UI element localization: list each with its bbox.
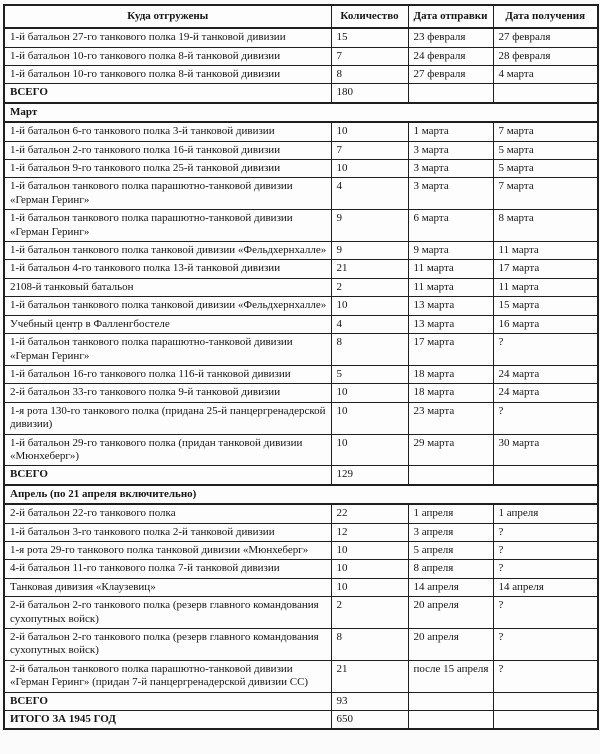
dest-cell: 1-й батальон 6-го танкового полка 3-й танковой дивизии <box>4 122 331 141</box>
sent-cell: 20 апреля <box>408 597 493 629</box>
table-row <box>4 278 598 296</box>
column-header-destination: Куда отгружены <box>4 5 331 28</box>
column-header-date-sent: Дата отправки <box>408 5 493 28</box>
total-row <box>4 84 598 103</box>
qty-cell: 8 <box>331 334 408 366</box>
received-cell: ? <box>493 523 598 541</box>
sent-cell: 18 марта <box>408 384 493 402</box>
table-row <box>4 541 598 559</box>
received-cell: 16 марта <box>493 315 598 333</box>
section-label: Апрель (по 21 апреля включительно) <box>4 485 598 504</box>
sent-cell: 3 апреля <box>408 523 493 541</box>
sent-cell <box>408 466 493 485</box>
sent-cell: 24 февраля <box>408 47 493 65</box>
dest-cell: 1-й батальон 9-го танкового полка 25-й танковой дивизии <box>4 160 331 178</box>
qty-cell: 21 <box>331 260 408 278</box>
qty-cell: 8 <box>331 629 408 661</box>
table-row <box>4 141 598 159</box>
total-row <box>4 692 598 710</box>
received-cell: 24 марта <box>493 365 598 383</box>
qty-cell: 10 <box>331 160 408 178</box>
qty-cell: 9 <box>331 210 408 242</box>
table-row <box>4 297 598 315</box>
sent-cell: 29 марта <box>408 434 493 466</box>
sent-cell: 11 марта <box>408 260 493 278</box>
sent-cell: 9 марта <box>408 242 493 260</box>
table-row <box>4 122 598 141</box>
total-row <box>4 466 598 485</box>
dest-cell: 1-й батальон 29-го танкового полка (придан танковой дивизии «Мюнхеберг») <box>4 434 331 466</box>
table-row <box>4 210 598 242</box>
table-row <box>4 523 598 541</box>
dest-cell: ВСЕГО <box>4 466 331 485</box>
dest-cell: Учебный центр в Фалленгбостеле <box>4 315 331 333</box>
dest-cell: 1-й батальон 3-го танкового полка 2-й танковой дивизии <box>4 523 331 541</box>
sent-cell: 23 марта <box>408 402 493 434</box>
table-row <box>4 28 598 47</box>
received-cell <box>493 84 598 103</box>
qty-cell: 12 <box>331 523 408 541</box>
qty-cell: 180 <box>331 84 408 103</box>
sent-cell: 13 марта <box>408 297 493 315</box>
table-row <box>4 504 598 523</box>
received-cell: 8 марта <box>493 210 598 242</box>
received-cell: 28 февраля <box>493 47 598 65</box>
table-row <box>4 384 598 402</box>
dest-cell: 1-й батальон 10-го танкового полка 8-й танковой дивизии <box>4 47 331 65</box>
qty-cell: 10 <box>331 402 408 434</box>
dest-cell: ИТОГО ЗА 1945 ГОД <box>4 711 331 730</box>
table-row <box>4 578 598 596</box>
sent-cell: 11 марта <box>408 278 493 296</box>
sent-cell <box>408 692 493 710</box>
qty-cell: 15 <box>331 28 408 47</box>
sent-cell: 1 апреля <box>408 504 493 523</box>
received-cell: 11 марта <box>493 242 598 260</box>
table-row <box>4 560 598 578</box>
received-cell: 1 апреля <box>493 504 598 523</box>
qty-cell: 5 <box>331 365 408 383</box>
sent-cell: 6 марта <box>408 210 493 242</box>
sent-cell: 13 марта <box>408 315 493 333</box>
received-cell: ? <box>493 629 598 661</box>
received-cell: 4 марта <box>493 66 598 84</box>
table-row <box>4 178 598 210</box>
sent-cell: 3 марта <box>408 141 493 159</box>
qty-cell: 21 <box>331 660 408 692</box>
sent-cell: 18 марта <box>408 365 493 383</box>
table-row <box>4 402 598 434</box>
table-row <box>4 315 598 333</box>
received-cell: ? <box>493 660 598 692</box>
dest-cell: 2108-й танковый батальон <box>4 278 331 296</box>
sent-cell: 14 апреля <box>408 578 493 596</box>
dest-cell: 1-й батальон танкового полка парашютно-танковой дивизии «Герман Геринг» <box>4 334 331 366</box>
received-cell: ? <box>493 541 598 559</box>
received-cell: ? <box>493 560 598 578</box>
received-cell: 17 марта <box>493 260 598 278</box>
column-header-quantity: Количество <box>331 5 408 28</box>
table-row <box>4 260 598 278</box>
received-cell: 15 марта <box>493 297 598 315</box>
section-row <box>4 103 598 122</box>
received-cell: 11 марта <box>493 278 598 296</box>
dest-cell: 1-я рота 29-го танкового полка танковой дивизии «Мюнхеберг» <box>4 541 331 559</box>
dest-cell: 1-я рота 130-го танкового полка (придана 25-й панцергренадерской дивизии) <box>4 402 331 434</box>
sent-cell: 17 марта <box>408 334 493 366</box>
sent-cell: 23 февраля <box>408 28 493 47</box>
dest-cell: 2-й батальон 2-го танкового полка (резерв главного командования сухопутных войск) <box>4 629 331 661</box>
received-cell: ? <box>493 334 598 366</box>
qty-cell: 2 <box>331 597 408 629</box>
section-label: Март <box>4 103 598 122</box>
received-cell: 30 марта <box>493 434 598 466</box>
dest-cell: 1-й батальон 10-го танкового полка 8-й танковой дивизии <box>4 66 331 84</box>
table-row <box>4 66 598 84</box>
table-row <box>4 242 598 260</box>
table-header-row <box>4 5 598 28</box>
sent-cell: 27 февраля <box>408 66 493 84</box>
table-row <box>4 660 598 692</box>
dest-cell: 2-й батальон 2-го танкового полка (резерв главного командования сухопутных войск) <box>4 597 331 629</box>
received-cell: 14 апреля <box>493 578 598 596</box>
total-row <box>4 711 598 730</box>
dest-cell: 1-й батальон 16-го танкового полка 116-й танковой дивизии <box>4 365 331 383</box>
dest-cell: 1-й батальон танкового полка парашютно-танковой дивизии «Герман Геринг» <box>4 210 331 242</box>
qty-cell: 8 <box>331 66 408 84</box>
qty-cell: 9 <box>331 242 408 260</box>
sent-cell: 8 апреля <box>408 560 493 578</box>
received-cell: 5 марта <box>493 141 598 159</box>
table-row <box>4 334 598 366</box>
sent-cell <box>408 711 493 730</box>
sent-cell: 3 марта <box>408 178 493 210</box>
qty-cell: 10 <box>331 434 408 466</box>
qty-cell: 10 <box>331 122 408 141</box>
qty-cell: 10 <box>331 578 408 596</box>
qty-cell: 7 <box>331 47 408 65</box>
table-row <box>4 365 598 383</box>
table-row <box>4 597 598 629</box>
dest-cell: 1-й батальон 27-го танкового полка 19-й танковой дивизии <box>4 28 331 47</box>
qty-cell: 2 <box>331 278 408 296</box>
qty-cell: 22 <box>331 504 408 523</box>
dest-cell: 4-й батальон 11-го танкового полка 7-й танковой дивизии <box>4 560 331 578</box>
sent-cell: 20 апреля <box>408 629 493 661</box>
sent-cell: после 15 апреля <box>408 660 493 692</box>
dest-cell: 1-й батальон танкового полка танковой дивизии «Фельдхернхалле» <box>4 297 331 315</box>
dest-cell: 2-й батальон 22-го танкового полка <box>4 504 331 523</box>
table-row <box>4 47 598 65</box>
shipments-table <box>3 4 599 730</box>
sent-cell <box>408 84 493 103</box>
received-cell: 27 февраля <box>493 28 598 47</box>
received-cell <box>493 692 598 710</box>
qty-cell: 93 <box>331 692 408 710</box>
sent-cell: 1 марта <box>408 122 493 141</box>
qty-cell: 7 <box>331 141 408 159</box>
sent-cell: 3 марта <box>408 160 493 178</box>
sent-cell: 5 апреля <box>408 541 493 559</box>
table-body <box>4 28 598 729</box>
received-cell <box>493 711 598 730</box>
received-cell: 7 марта <box>493 178 598 210</box>
received-cell: 7 марта <box>493 122 598 141</box>
section-row <box>4 485 598 504</box>
table-row <box>4 160 598 178</box>
dest-cell: ВСЕГО <box>4 692 331 710</box>
received-cell <box>493 466 598 485</box>
table-row <box>4 629 598 661</box>
table-row <box>4 434 598 466</box>
qty-cell: 10 <box>331 297 408 315</box>
dest-cell: 2-й батальон танкового полка парашютно-танковой дивизии «Герман Геринг» (придан 7-й панцергренадерской дивизии СС) <box>4 660 331 692</box>
qty-cell: 4 <box>331 178 408 210</box>
dest-cell: ВСЕГО <box>4 84 331 103</box>
received-cell: ? <box>493 597 598 629</box>
dest-cell: 1-й батальон танкового полка парашютно-танковой дивизии «Герман Геринг» <box>4 178 331 210</box>
qty-cell: 650 <box>331 711 408 730</box>
column-header-date-received: Дата получения <box>493 5 598 28</box>
received-cell: 24 марта <box>493 384 598 402</box>
received-cell: ? <box>493 402 598 434</box>
dest-cell: Танковая дивизия «Клаузевиц» <box>4 578 331 596</box>
received-cell: 5 марта <box>493 160 598 178</box>
dest-cell: 1-й батальон 2-го танкового полка 16-й танковой дивизии <box>4 141 331 159</box>
qty-cell: 10 <box>331 384 408 402</box>
qty-cell: 129 <box>331 466 408 485</box>
dest-cell: 1-й батальон 4-го танкового полка 13-й танковой дивизии <box>4 260 331 278</box>
dest-cell: 2-й батальон 33-го танкового полка 9-й танковой дивизии <box>4 384 331 402</box>
dest-cell: 1-й батальон танкового полка танковой дивизии «Фельдхернхалле» <box>4 242 331 260</box>
qty-cell: 10 <box>331 560 408 578</box>
qty-cell: 4 <box>331 315 408 333</box>
qty-cell: 10 <box>331 541 408 559</box>
